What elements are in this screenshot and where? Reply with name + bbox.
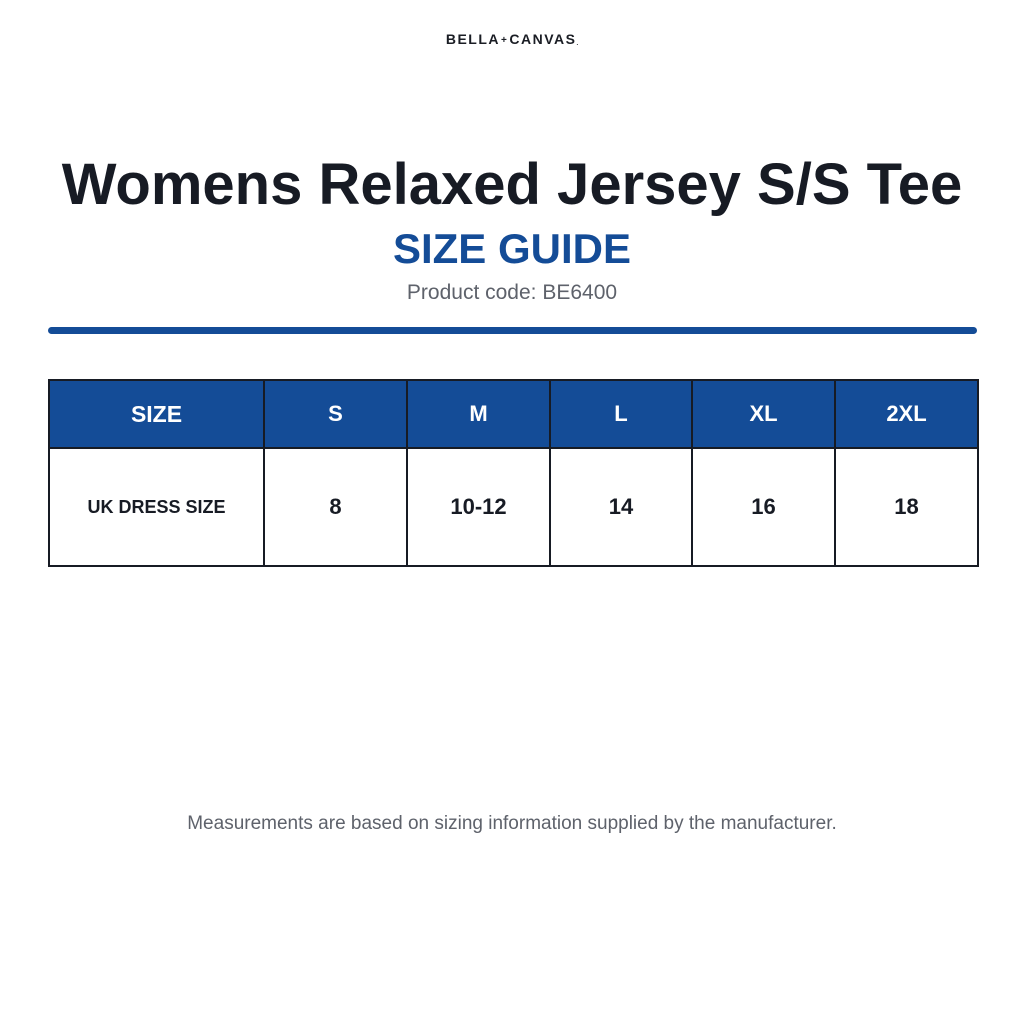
row-label: UK DRESS SIZE [49, 448, 264, 566]
brand-logo-right: CANVAS [509, 31, 577, 47]
size-header-row [49, 380, 978, 448]
product-code: Product code: BE6400 [406, 281, 618, 304]
size-header-cell: 2XL [835, 380, 978, 448]
page-subtitle: SIZE GUIDE [392, 225, 632, 272]
size-header-cell: S [264, 380, 407, 448]
size-header-cell: XL [692, 380, 835, 448]
table-row [49, 448, 978, 566]
table-cell: 16 [692, 448, 835, 566]
size-header-cell: L [550, 380, 692, 448]
brand-logo-left: BELLA [445, 31, 501, 47]
page-title: Womens Relaxed Jersey S/S Tee [61, 152, 963, 217]
size-header-label: SIZE [49, 380, 264, 448]
header-divider [48, 327, 977, 334]
brand-logo-plus: + [501, 35, 509, 46]
table-cell: 14 [550, 448, 692, 566]
table-cell: 10-12 [407, 448, 550, 566]
table-cell: 18 [835, 448, 978, 566]
brand-logo [0, 31, 1024, 47]
size-table [48, 379, 979, 567]
brand-logo-mark: . [576, 41, 579, 47]
table-cell: 8 [264, 448, 407, 566]
footer-note: Measurements are based on sizing information supplied by the manufacturer. [187, 813, 837, 834]
size-header-cell: M [407, 380, 550, 448]
